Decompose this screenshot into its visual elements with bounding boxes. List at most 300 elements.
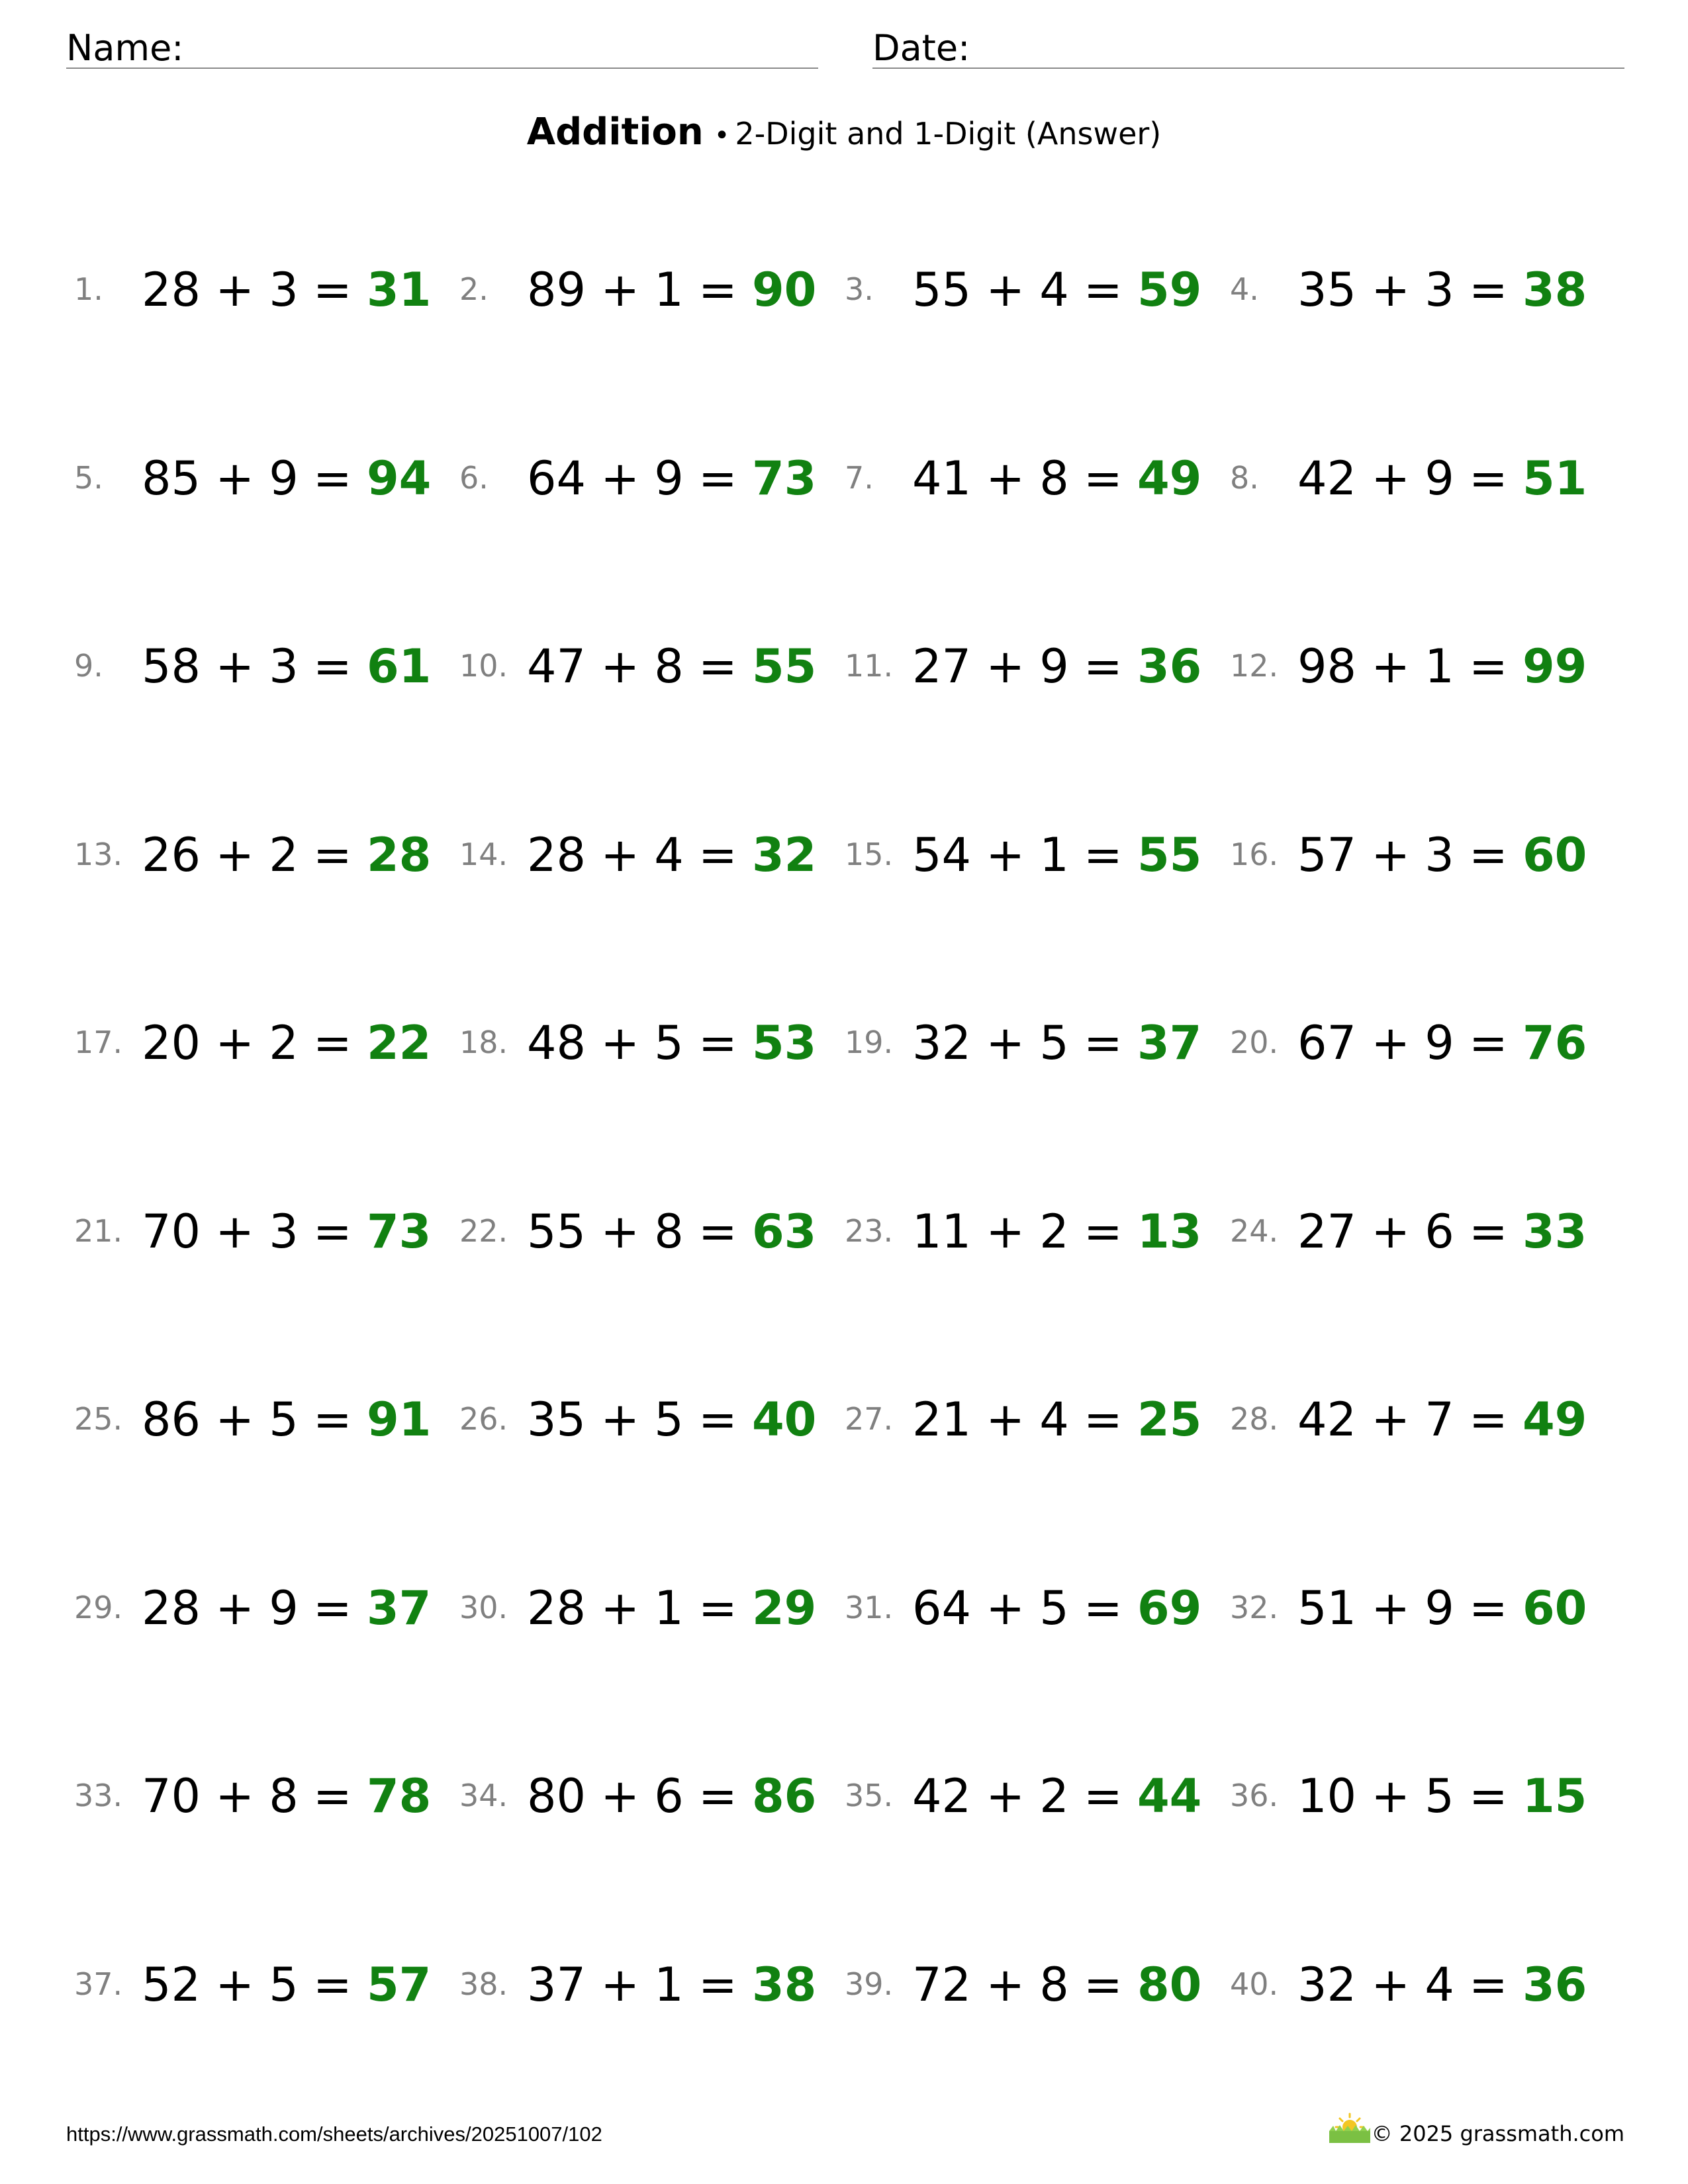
equals-sign: =	[1068, 1958, 1137, 2012]
plus-sign: +	[201, 451, 269, 506]
first-addend: 80	[527, 1769, 586, 1823]
second-addend: 8	[1039, 451, 1069, 506]
plus-sign: +	[1356, 1392, 1425, 1447]
second-addend: 4	[1039, 1392, 1069, 1447]
equals-sign: =	[1068, 828, 1137, 882]
second-addend: 3	[269, 263, 299, 317]
problem-expression	[527, 640, 816, 693]
first-addend: 37	[527, 1958, 586, 2012]
date-field[interactable]	[872, 68, 1624, 69]
equals-sign: =	[683, 828, 752, 882]
plus-sign: +	[586, 1769, 655, 1823]
equals-sign: =	[1454, 1769, 1523, 1823]
problem-expression	[142, 1393, 431, 1446]
second-addend: 9	[1425, 451, 1454, 506]
answer: 59	[1137, 263, 1202, 317]
problem-item	[66, 1760, 437, 1827]
problem-item	[1222, 1196, 1593, 1262]
plus-sign: +	[1356, 451, 1425, 506]
problem-expression	[527, 263, 816, 316]
equals-sign: =	[1068, 1392, 1137, 1447]
plus-sign: +	[201, 263, 269, 317]
plus-sign: +	[1356, 263, 1425, 317]
problem-item	[1222, 819, 1593, 886]
second-addend: 1	[654, 1581, 684, 1635]
second-addend: 5	[269, 1958, 299, 2012]
problem-item	[837, 1196, 1207, 1262]
equals-sign: =	[1068, 451, 1137, 506]
problem-expression	[142, 1017, 431, 1069]
plus-sign: +	[971, 1581, 1040, 1635]
second-addend: 4	[1425, 1958, 1454, 2012]
equals-sign: =	[683, 1958, 752, 2012]
plus-sign: +	[1356, 639, 1425, 694]
answer: 36	[1137, 639, 1202, 694]
equals-sign: =	[1068, 639, 1137, 694]
problem-item	[451, 1949, 822, 2015]
first-addend: 86	[142, 1392, 201, 1447]
problem-item	[1222, 1007, 1593, 1073]
plus-sign: +	[971, 1205, 1040, 1259]
footer-copyright: © 2025 grassmath.com	[1371, 2121, 1624, 2146]
problem-item	[451, 1384, 822, 1450]
problem-number: 28.	[1230, 1401, 1279, 1437]
problem-expression	[912, 640, 1201, 693]
second-addend: 9	[269, 451, 299, 506]
answer: 36	[1522, 1958, 1587, 2012]
answer: 31	[366, 263, 432, 317]
problem-expression	[912, 1205, 1201, 1258]
first-addend: 42	[1297, 451, 1357, 506]
problem-expression	[912, 1770, 1201, 1823]
problem-number: 8.	[1230, 460, 1259, 496]
problem-item	[66, 631, 437, 697]
second-addend: 6	[1425, 1205, 1454, 1259]
problem-expression	[1297, 452, 1587, 505]
problem-item	[66, 1384, 437, 1450]
equals-sign: =	[298, 451, 367, 506]
answer: 94	[366, 451, 432, 506]
footer-url: https://www.grassmath.com/sheets/archives/20251007/102	[66, 2122, 602, 2146]
first-addend: 35	[527, 1392, 586, 1447]
plus-sign: +	[201, 1392, 269, 1447]
answer: 33	[1522, 1205, 1587, 1259]
plus-sign: +	[1356, 1958, 1425, 2012]
problem-number: 2.	[459, 271, 489, 307]
answer: 53	[751, 1016, 817, 1070]
problem-number: 13.	[74, 837, 123, 872]
worksheet-heading	[0, 106, 1688, 167]
answer: 37	[1137, 1016, 1202, 1070]
first-addend: 70	[142, 1769, 201, 1823]
second-addend: 3	[1425, 828, 1454, 882]
problem-item	[837, 631, 1207, 697]
answer: 86	[751, 1769, 817, 1823]
problem-item	[66, 443, 437, 509]
problem-item	[66, 1572, 437, 1639]
problem-item	[66, 819, 437, 886]
equals-sign: =	[298, 1581, 367, 1635]
problem-item	[837, 443, 1207, 509]
answer: 22	[366, 1016, 432, 1070]
problem-number: 20.	[1230, 1024, 1279, 1060]
plus-sign: +	[1356, 1205, 1425, 1259]
equals-sign: =	[1454, 1392, 1523, 1447]
problem-item	[837, 1384, 1207, 1450]
second-addend: 4	[654, 828, 684, 882]
second-addend: 2	[269, 1016, 299, 1070]
problem-item	[451, 1196, 822, 1262]
answer: 38	[1522, 263, 1587, 317]
problem-expression	[527, 452, 816, 505]
problem-expression	[912, 452, 1201, 505]
plus-sign: +	[586, 1016, 655, 1070]
problem-expression	[142, 640, 431, 693]
first-addend: 32	[1297, 1958, 1357, 2012]
answer: 63	[751, 1205, 817, 1259]
answer: 61	[366, 639, 432, 694]
problem-item	[1222, 1384, 1593, 1450]
equals-sign: =	[298, 1016, 367, 1070]
problem-number: 29.	[74, 1590, 123, 1625]
second-addend: 5	[654, 1392, 684, 1447]
problem-expression	[912, 1958, 1201, 2011]
problem-expression	[1297, 1017, 1587, 1069]
answer: 55	[1137, 828, 1202, 882]
problem-expression	[912, 1582, 1201, 1635]
plus-sign: +	[1356, 828, 1425, 882]
problem-item	[1222, 254, 1593, 320]
equals-sign: =	[298, 828, 367, 882]
second-addend: 8	[1039, 1958, 1069, 2012]
answer: 55	[751, 639, 817, 694]
answer: 78	[366, 1769, 432, 1823]
problem-expression	[142, 829, 431, 882]
worksheet-title: Addition	[526, 111, 704, 154]
first-addend: 42	[1297, 1392, 1357, 1447]
problem-item	[451, 443, 822, 509]
problem-number: 4.	[1230, 271, 1259, 307]
problem-expression	[912, 1017, 1201, 1069]
problem-item	[837, 1949, 1207, 2015]
plus-sign: +	[201, 1958, 269, 2012]
first-addend: 98	[1297, 639, 1357, 694]
problem-expression	[142, 1958, 431, 2011]
problem-number: 31.	[845, 1590, 894, 1625]
answer: 44	[1137, 1769, 1202, 1823]
answer: 38	[751, 1958, 817, 2012]
equals-sign: =	[1454, 1205, 1523, 1259]
plus-sign: +	[201, 1581, 269, 1635]
plus-sign: +	[586, 263, 655, 317]
equals-sign: =	[298, 1958, 367, 2012]
problem-expression	[1297, 1770, 1587, 1823]
answer: 76	[1522, 1016, 1587, 1070]
first-addend: 85	[142, 451, 201, 506]
equals-sign: =	[1454, 1581, 1523, 1635]
equals-sign: =	[1454, 1016, 1523, 1070]
second-addend: 5	[1425, 1769, 1454, 1823]
problem-expression	[142, 263, 431, 316]
second-addend: 8	[654, 1205, 684, 1259]
first-addend: 67	[1297, 1016, 1357, 1070]
problem-expression	[912, 1393, 1201, 1446]
equals-sign: =	[683, 1016, 752, 1070]
problem-expression	[912, 263, 1201, 316]
first-addend: 27	[1297, 1205, 1357, 1259]
problem-item	[66, 254, 437, 320]
problem-item	[1222, 1760, 1593, 1827]
problem-expression	[1297, 1393, 1587, 1446]
problem-number: 18.	[459, 1024, 508, 1060]
first-addend: 27	[912, 639, 972, 694]
problem-expression	[527, 1017, 816, 1069]
second-addend: 5	[1039, 1016, 1069, 1070]
answer: 60	[1522, 828, 1587, 882]
second-addend: 9	[1425, 1016, 1454, 1070]
problem-item	[1222, 443, 1593, 509]
name-label: Name:	[66, 27, 184, 69]
second-addend: 1	[1039, 828, 1069, 882]
problem-number: 14.	[459, 837, 508, 872]
second-addend: 2	[1039, 1769, 1069, 1823]
first-addend: 21	[912, 1392, 972, 1447]
second-addend: 3	[269, 1205, 299, 1259]
answer: 40	[751, 1392, 817, 1447]
plus-sign: +	[971, 451, 1040, 506]
plus-sign: +	[586, 451, 655, 506]
problem-item	[451, 819, 822, 886]
problem-expression	[1297, 263, 1587, 316]
answer: 49	[1522, 1392, 1587, 1447]
plus-sign: +	[586, 1392, 655, 1447]
second-addend: 9	[269, 1581, 299, 1635]
equals-sign: =	[683, 263, 752, 317]
problem-number: 36.	[1230, 1778, 1279, 1813]
equals-sign: =	[1068, 1581, 1137, 1635]
equals-sign: =	[1454, 263, 1523, 317]
answer: 15	[1522, 1769, 1587, 1823]
problem-number: 35.	[845, 1778, 894, 1813]
problem-number: 3.	[845, 271, 874, 307]
grass-sun-logo-icon	[1327, 2111, 1373, 2144]
second-addend: 6	[654, 1769, 684, 1823]
plus-sign: +	[971, 639, 1040, 694]
second-addend: 8	[654, 639, 684, 694]
problem-number: 9.	[74, 648, 103, 684]
plus-sign: +	[201, 1205, 269, 1259]
equals-sign: =	[1068, 1769, 1137, 1823]
first-addend: 42	[912, 1769, 972, 1823]
first-addend: 28	[527, 828, 586, 882]
second-addend: 9	[1039, 639, 1069, 694]
problem-item	[451, 254, 822, 320]
plus-sign: +	[201, 1769, 269, 1823]
first-addend: 52	[142, 1958, 201, 2012]
first-addend: 64	[527, 451, 586, 506]
second-addend: 7	[1425, 1392, 1454, 1447]
equals-sign: =	[1454, 1958, 1523, 2012]
problem-number: 16.	[1230, 837, 1279, 872]
plus-sign: +	[971, 1958, 1040, 2012]
second-addend: 2	[1039, 1205, 1069, 1259]
problem-number: 27.	[845, 1401, 894, 1437]
answer: 73	[751, 451, 817, 506]
equals-sign: =	[1454, 828, 1523, 882]
first-addend: 47	[527, 639, 586, 694]
problem-expression	[527, 1958, 816, 2011]
first-addend: 70	[142, 1205, 201, 1259]
plus-sign: +	[586, 1205, 655, 1259]
first-addend: 72	[912, 1958, 972, 2012]
problem-expression	[142, 1770, 431, 1823]
equals-sign: =	[683, 639, 752, 694]
equals-sign: =	[683, 451, 752, 506]
equals-sign: =	[683, 1769, 752, 1823]
first-addend: 54	[912, 828, 972, 882]
first-addend: 32	[912, 1016, 972, 1070]
plus-sign: +	[201, 1016, 269, 1070]
problem-expression	[1297, 1958, 1587, 2011]
problem-number: 33.	[74, 1778, 123, 1813]
equals-sign: =	[1454, 639, 1523, 694]
problem-expression	[142, 1582, 431, 1635]
equals-sign: =	[298, 1392, 367, 1447]
problem-number: 12.	[1230, 648, 1279, 684]
problem-number: 26.	[459, 1401, 508, 1437]
problem-number: 6.	[459, 460, 489, 496]
problem-item	[1222, 1949, 1593, 2015]
plus-sign: +	[201, 828, 269, 882]
first-addend: 11	[912, 1205, 972, 1259]
problem-number: 30.	[459, 1590, 508, 1625]
problem-number: 15.	[845, 837, 894, 872]
problem-expression	[527, 829, 816, 882]
plus-sign: +	[971, 1016, 1040, 1070]
problem-number: 5.	[74, 460, 103, 496]
problem-number: 34.	[459, 1778, 508, 1813]
problem-number: 40.	[1230, 1966, 1279, 2002]
problem-item	[66, 1007, 437, 1073]
answer: 49	[1137, 451, 1202, 506]
problem-item	[1222, 1572, 1593, 1639]
problem-number: 38.	[459, 1966, 508, 2002]
first-addend: 58	[142, 639, 201, 694]
problem-item	[66, 1196, 437, 1262]
plus-sign: +	[201, 639, 269, 694]
answer: 28	[366, 828, 432, 882]
plus-sign: +	[586, 1581, 655, 1635]
second-addend: 5	[269, 1392, 299, 1447]
problem-expression	[1297, 1205, 1587, 1258]
answer: 60	[1522, 1581, 1587, 1635]
problem-number: 7.	[845, 460, 874, 496]
answer: 13	[1137, 1205, 1202, 1259]
equals-sign: =	[683, 1581, 752, 1635]
second-addend: 5	[1039, 1581, 1069, 1635]
second-addend: 1	[1425, 639, 1454, 694]
problem-number: 17.	[74, 1024, 123, 1060]
answer: 80	[1137, 1958, 1202, 2012]
problem-expression	[142, 452, 431, 505]
answer: 51	[1522, 451, 1587, 506]
problem-item	[451, 1760, 822, 1827]
name-field[interactable]	[66, 68, 818, 69]
plus-sign: +	[586, 1958, 655, 2012]
problem-number: 24.	[1230, 1213, 1279, 1249]
problem-item	[451, 631, 822, 697]
problem-item	[1222, 631, 1593, 697]
problem-number: 21.	[74, 1213, 123, 1249]
problem-number: 1.	[74, 271, 103, 307]
first-addend: 10	[1297, 1769, 1357, 1823]
first-addend: 55	[527, 1205, 586, 1259]
second-addend: 2	[269, 828, 299, 882]
problem-number: 22.	[459, 1213, 508, 1249]
first-addend: 55	[912, 263, 972, 317]
problem-number: 32.	[1230, 1590, 1279, 1625]
problem-expression	[527, 1770, 816, 1823]
answer: 25	[1137, 1392, 1202, 1447]
first-addend: 28	[142, 263, 201, 317]
second-addend: 8	[269, 1769, 299, 1823]
problem-expression	[527, 1582, 816, 1635]
first-addend: 48	[527, 1016, 586, 1070]
problem-expression	[1297, 829, 1587, 882]
equals-sign: =	[1454, 451, 1523, 506]
problem-item	[451, 1007, 822, 1073]
plus-sign: +	[586, 639, 655, 694]
plus-sign: +	[586, 828, 655, 882]
equals-sign: =	[298, 1769, 367, 1823]
second-addend: 9	[1425, 1581, 1454, 1635]
answer: 29	[751, 1581, 817, 1635]
problem-number: 19.	[845, 1024, 894, 1060]
second-addend: 4	[1039, 263, 1069, 317]
first-addend: 64	[912, 1581, 972, 1635]
plus-sign: +	[971, 263, 1040, 317]
equals-sign: =	[1068, 1205, 1137, 1259]
equals-sign: =	[683, 1205, 752, 1259]
answer: 99	[1522, 639, 1587, 694]
problem-expression	[527, 1393, 816, 1446]
answer: 32	[751, 828, 817, 882]
date-label: Date:	[872, 27, 970, 69]
problem-expression	[527, 1205, 816, 1258]
problem-number: 23.	[845, 1213, 894, 1249]
second-addend: 1	[654, 1958, 684, 2012]
second-addend: 1	[654, 263, 684, 317]
plus-sign: +	[971, 828, 1040, 882]
answer: 91	[366, 1392, 432, 1447]
second-addend: 9	[654, 451, 684, 506]
second-addend: 5	[654, 1016, 684, 1070]
plus-sign: +	[1356, 1769, 1425, 1823]
problem-item	[837, 819, 1207, 886]
plus-sign: +	[1356, 1581, 1425, 1635]
problem-item	[837, 1572, 1207, 1639]
equals-sign: =	[298, 1205, 367, 1259]
problem-item	[837, 1760, 1207, 1827]
equals-sign: =	[1068, 1016, 1137, 1070]
first-addend: 57	[1297, 828, 1357, 882]
equals-sign: =	[298, 263, 367, 317]
answer: 69	[1137, 1581, 1202, 1635]
problem-expression	[912, 829, 1201, 882]
worksheet-subtitle: 2-Digit and 1-Digit (Answer)	[735, 116, 1162, 152]
equals-sign: =	[683, 1392, 752, 1447]
first-addend: 28	[142, 1581, 201, 1635]
